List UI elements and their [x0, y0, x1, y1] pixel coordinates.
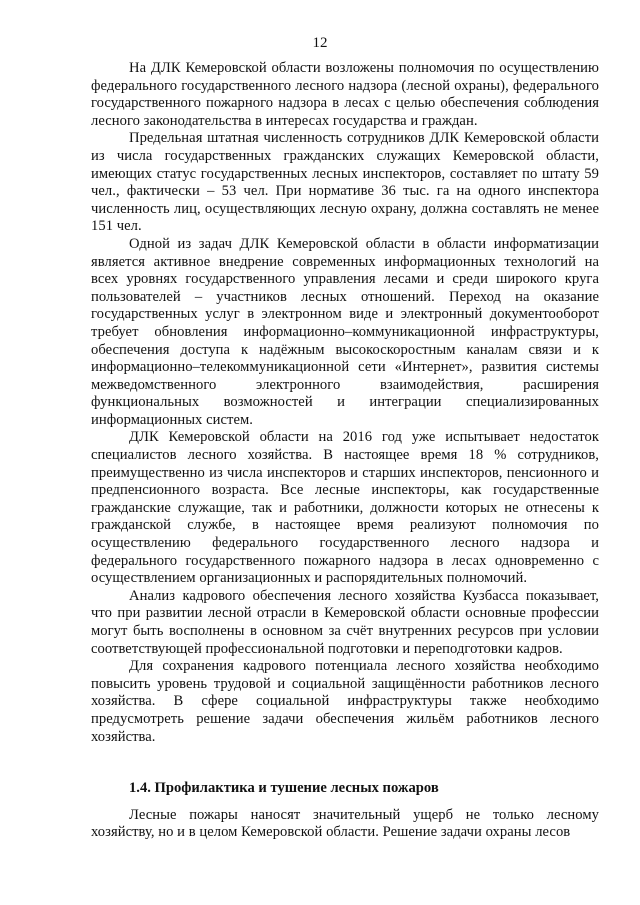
page-number: 12	[312, 35, 328, 51]
paragraph-personnel-shortage: ДЛК Кемеровской области на 2016 год уже испытывает недостаток специалистов лесного хозяйства. В настоящее время 18 % сотрудников, преимущественно из числа инспекторов и старших инспекторов, пенсионного и предпенсионного возраста. Все лесные инспекторы, как государственные гражданские служащие, так и работники, должности которых не отнесены к гражданской службе, в настоящее время реализуют полномочия по осуществлению федерального государственного лесного надзора и федерального государственного пожарного надзора в лесах одновременно с осуществлением организационных и распорядительных полномочий.	[91, 429, 599, 587]
paragraph-informatization: Одной из задач ДЛК Кемеровской области в области информатизации является активное внедрение современных информационных технологий на всех уровнях государственного управления лесами и среди широкого круга пользователей – участников лесных отношений. Переход на оказание государственных услуг в электронном виде и электронный документооборот требует обновления информационно–коммуникационной инфраструктуры, обеспечения доступа к надёжным высокоскоростным каналам связи и к информационно–телекоммуникационной сети «Интернет», развития системы межведомственного электронного взаимодействия, расширения функциональных возможностей и интеграции специализированных информационных систем.	[91, 235, 599, 428]
section-heading: 1.4. Профилактика и тушение лесных пожаров	[129, 780, 439, 797]
paragraph-social-protection: Для сохранения кадрового потенциала лесного хозяйства необходимо повысить уровень трудовой и социальной защищённости работников лесного хозяйства. В сфере социальной инфраструктуры также необходимо предусмотреть решение задачи обеспечения жильём работников лесного хозяйства.	[91, 658, 599, 745]
paragraph-staffing: Предельная штатная численность сотрудников ДЛК Кемеровской области из числа государственных гражданских служащих Кемеровской области, имеющих статус государственных лесных инспекторов, составляет по штату 59 чел., фактически – 53 чел. При нормативе 36 тыс. га на одного инспектора численность лиц, осуществляющих лесную охрану, должна составлять не менее 151 чел.	[91, 130, 599, 235]
paragraph-forest-fires: Лесные пожары наносят значительный ущерб не только лесному хозяйству, но и в целом Кемеровской области. Решение задачи охраны лесов	[91, 806, 599, 841]
document-body	[91, 60, 599, 842]
paragraph-authority: На ДЛК Кемеровской области возложены полномочия по осуществлению федерального государственного лесного надзора (лесной охраны), федерального государственного пожарного надзора в лесах с целью обеспечения соблюдения лесного законодательства в интересах государства и граждан.	[91, 60, 599, 129]
paragraph-staffing-analysis: Анализ кадрового обеспечения лесного хозяйства Кузбасса показывает, что при развитии лесной отрасли в Кемеровской области основные профессии могут быть восполнены в основном за счёт внутренних ресурсов при условии соответствующей профессиональной подготовки и переподготовки кадров.	[91, 587, 599, 657]
